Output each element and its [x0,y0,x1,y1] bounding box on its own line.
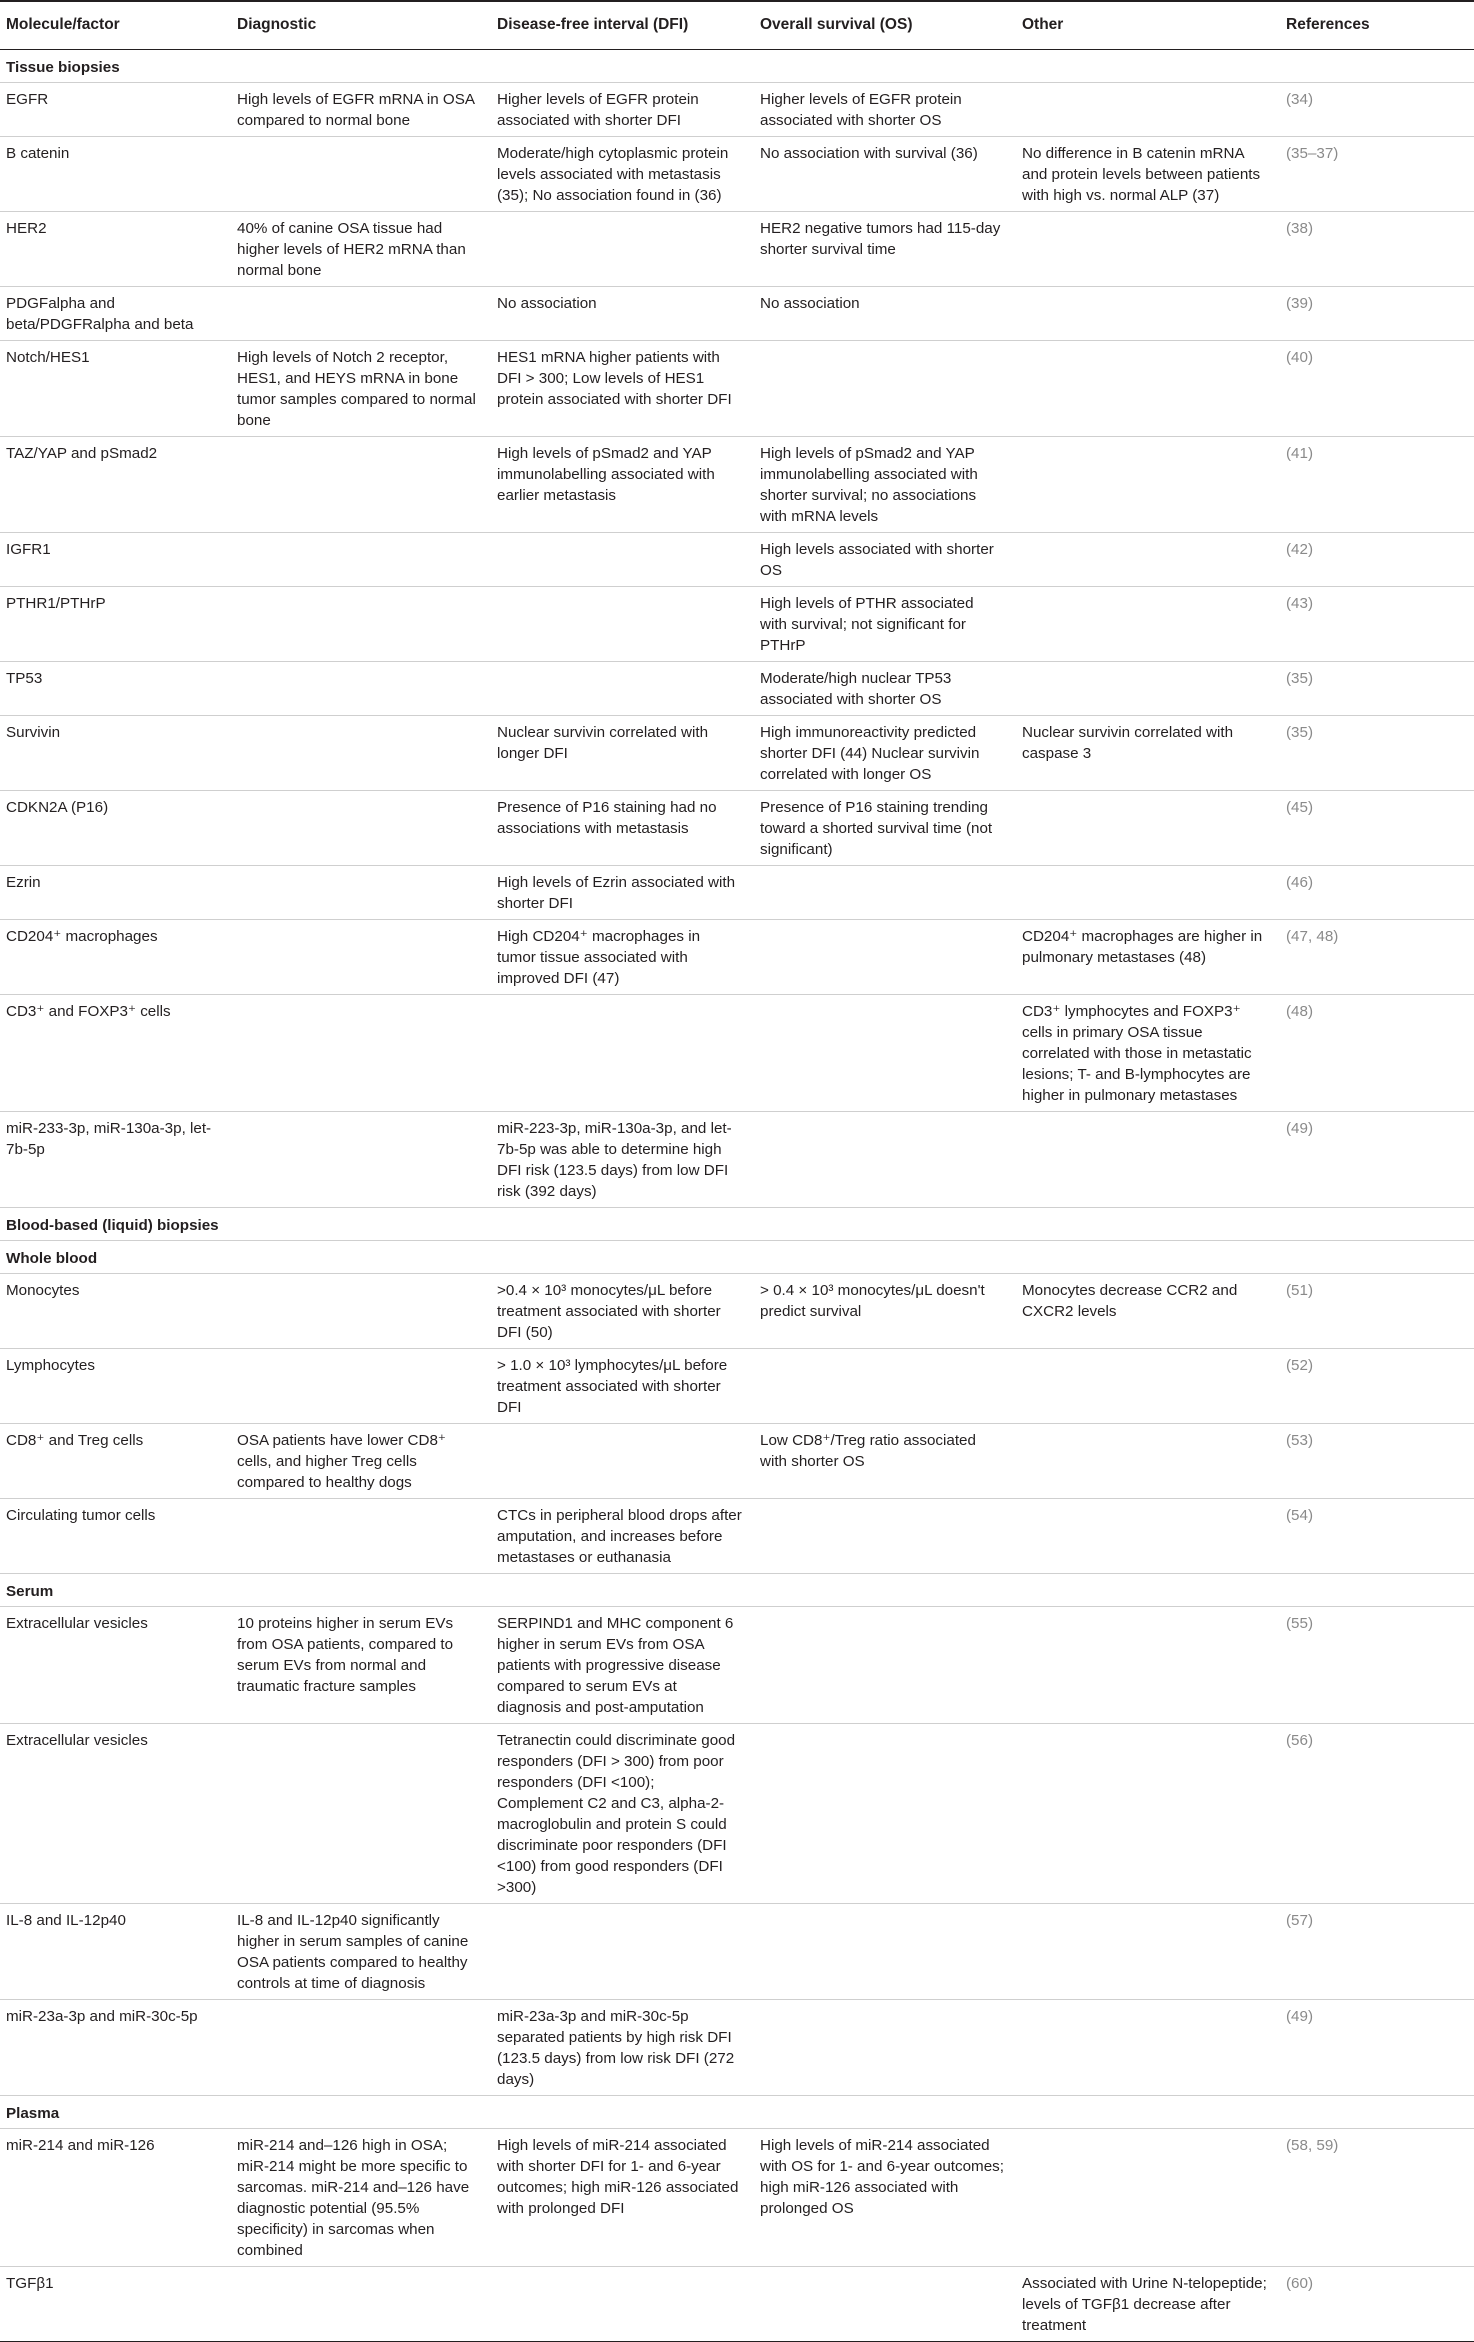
cell-os: Presence of P16 staining trending toward a shorted survival time (not significant) [754,791,1016,866]
cell-molecule: CD3⁺ and FOXP3⁺ cells [0,995,231,1112]
cell-dfi [491,212,754,287]
table-row [0,866,1474,920]
cell-other: Monocytes decrease CCR2 and CXCR2 levels [1016,1274,1280,1349]
section-row [0,1208,1474,1241]
cell-os: > 0.4 × 10³ monocytes/μL doesn't predict survival [754,1274,1016,1349]
table-row [0,716,1474,791]
cell-os: High levels of pSmad2 and YAP immunolabelling associated with shorter survival; no associations with mRNA levels [754,437,1016,533]
cell-dfi: High CD204⁺ macrophages in tumor tissue associated with improved DFI (47) [491,920,754,995]
cell-os [754,1904,1016,2000]
cell-molecule: Extracellular vesicles [0,1724,231,1904]
cell-references: (41) [1280,437,1474,533]
cell-molecule: CDKN2A (P16) [0,791,231,866]
cell-references: (48) [1280,995,1474,1112]
table-row [0,1424,1474,1499]
cell-other [1016,341,1280,437]
cell-other [1016,1424,1280,1499]
column-header-diagnostic: Diagnostic [231,1,491,50]
table-row [0,533,1474,587]
cell-references: (51) [1280,1274,1474,1349]
cell-os: No association [754,287,1016,341]
cell-dfi: miR-23a-3p and miR-30c-5p separated patients by high risk DFI (123.5 days) from low risk DFI (272 days) [491,2000,754,2096]
cell-dfi: CTCs in peripheral blood drops after amputation, and increases before metastases or euthanasia [491,1499,754,1574]
table-row [0,587,1474,662]
cell-diagnostic [231,866,491,920]
cell-other [1016,2129,1280,2267]
cell-other [1016,791,1280,866]
cell-diagnostic [231,533,491,587]
cell-diagnostic: High levels of Notch 2 receptor, HES1, and HEYS mRNA in bone tumor samples compared to normal bone [231,341,491,437]
cell-diagnostic: 10 proteins higher in serum EVs from OSA patients, compared to serum EVs from normal and traumatic fracture samples [231,1607,491,1724]
cell-dfi [491,587,754,662]
table-row [0,920,1474,995]
cell-dfi [491,2267,754,2342]
cell-os: No association with survival (36) [754,137,1016,212]
cell-dfi: Moderate/high cytoplasmic protein levels associated with metastasis (35); No association found in (36) [491,137,754,212]
table-row [0,791,1474,866]
cell-dfi [491,1424,754,1499]
cell-molecule: CD204⁺ macrophages [0,920,231,995]
cell-references: (60) [1280,2267,1474,2342]
cell-other [1016,1904,1280,2000]
cell-references: (40) [1280,341,1474,437]
cell-os [754,1349,1016,1424]
cell-diagnostic [231,1499,491,1574]
cell-molecule: Notch/HES1 [0,341,231,437]
cell-os: High immunoreactivity predicted shorter DFI (44) Nuclear survivin correlated with longer OS [754,716,1016,791]
cell-references: (52) [1280,1349,1474,1424]
header-row [0,1,1474,50]
table-row [0,1499,1474,1574]
cell-other [1016,662,1280,716]
table-row [0,137,1474,212]
section-label: Blood-based (liquid) biopsies [0,1208,1474,1241]
cell-molecule: Ezrin [0,866,231,920]
cell-dfi [491,1904,754,2000]
cell-references: (58, 59) [1280,2129,1474,2267]
cell-references: (56) [1280,1724,1474,1904]
cell-references: (53) [1280,1424,1474,1499]
cell-molecule: PTHR1/PTHrP [0,587,231,662]
cell-os: High levels of miR-214 associated with OS for 1- and 6-year outcomes; high miR-126 associated with prolonged OS [754,2129,1016,2267]
cell-molecule: miR-23a-3p and miR-30c-5p [0,2000,231,2096]
cell-other [1016,533,1280,587]
cell-dfi: High levels of pSmad2 and YAP immunolabelling associated with earlier metastasis [491,437,754,533]
section-label: Plasma [0,2096,1474,2129]
cell-dfi [491,662,754,716]
cell-os: Moderate/high nuclear TP53 associated with shorter OS [754,662,1016,716]
cell-os [754,866,1016,920]
cell-os [754,1607,1016,1724]
section-row [0,1241,1474,1274]
cell-molecule: CD8⁺ and Treg cells [0,1424,231,1499]
cell-other [1016,866,1280,920]
table-row [0,83,1474,137]
cell-dfi: >0.4 × 10³ monocytes/μL before treatment associated with shorter DFI (50) [491,1274,754,1349]
cell-dfi [491,533,754,587]
cell-references: (43) [1280,587,1474,662]
section-label: Serum [0,1574,1474,1607]
cell-diagnostic [231,587,491,662]
cell-molecule: TAZ/YAP and pSmad2 [0,437,231,533]
cell-molecule: Extracellular vesicles [0,1607,231,1724]
cell-os [754,920,1016,995]
cell-diagnostic: OSA patients have lower CD8⁺ cells, and higher Treg cells compared to healthy dogs [231,1424,491,1499]
cell-diagnostic [231,1274,491,1349]
table-row [0,1112,1474,1208]
table-row [0,1274,1474,1349]
cell-dfi [491,995,754,1112]
table-row [0,2267,1474,2342]
cell-os [754,2000,1016,2096]
table-row [0,437,1474,533]
cell-diagnostic [231,2267,491,2342]
cell-os [754,341,1016,437]
cell-os: High levels associated with shorter OS [754,533,1016,587]
section-row [0,2096,1474,2129]
column-header-other: Other [1016,1,1280,50]
table-row [0,1904,1474,2000]
cell-diagnostic: IL-8 and IL-12p40 significantly higher in serum samples of canine OSA patients compared to healthy controls at time of diagnosis [231,1904,491,2000]
column-header-references: References [1280,1,1474,50]
cell-molecule: PDGFalpha and beta/PDGFRalpha and beta [0,287,231,341]
cell-other [1016,1112,1280,1208]
cell-molecule: miR-233-3p, miR-130a-3p, let-7b-5p [0,1112,231,1208]
cell-references: (38) [1280,212,1474,287]
column-header-dfi: Disease-free interval (DFI) [491,1,754,50]
cell-dfi: Presence of P16 staining had no associations with metastasis [491,791,754,866]
cell-references: (47, 48) [1280,920,1474,995]
cell-other [1016,287,1280,341]
section-row [0,50,1474,83]
cell-diagnostic [231,1112,491,1208]
cell-references: (35–37) [1280,137,1474,212]
cell-diagnostic [231,662,491,716]
cell-references: (57) [1280,1904,1474,2000]
cell-os [754,995,1016,1112]
cell-other [1016,1499,1280,1574]
cell-other [1016,1349,1280,1424]
cell-diagnostic [231,1724,491,1904]
cell-references: (49) [1280,1112,1474,1208]
cell-other: CD204⁺ macrophages are higher in pulmonary metastases (48) [1016,920,1280,995]
table-row [0,1607,1474,1724]
cell-diagnostic: miR-214 and–126 high in OSA; miR-214 might be more specific to sarcomas. miR-214 and–126 have diagnostic potential (95.5% specificity) in sarcomas when combined [231,2129,491,2267]
cell-diagnostic: High levels of EGFR mRNA in OSA compared to normal bone [231,83,491,137]
cell-molecule: TP53 [0,662,231,716]
cell-dfi: No association [491,287,754,341]
cell-dfi: miR-223-3p, miR-130a-3p, and let-7b-5p was able to determine high DFI risk (123.5 days) from low DFI risk (392 days) [491,1112,754,1208]
section-label: Tissue biopsies [0,50,1474,83]
cell-molecule: Survivin [0,716,231,791]
cell-other: CD3⁺ lymphocytes and FOXP3⁺ cells in primary OSA tissue correlated with those in metastatic lesions; T- and B-lymphocytes are higher in pulmonary metastases [1016,995,1280,1112]
cell-references: (45) [1280,791,1474,866]
cell-dfi: SERPIND1 and MHC component 6 higher in serum EVs from OSA patients with progressive disease compared to serum EVs at diagnosis and post-amputation [491,1607,754,1724]
section-label: Whole blood [0,1241,1474,1274]
cell-diagnostic [231,287,491,341]
cell-molecule: IL-8 and IL-12p40 [0,1904,231,2000]
cell-os: Low CD8⁺/Treg ratio associated with shorter OS [754,1424,1016,1499]
cell-other [1016,587,1280,662]
table-row [0,212,1474,287]
column-header-molecule: Molecule/factor [0,1,231,50]
table-row [0,341,1474,437]
section-row [0,1574,1474,1607]
cell-references: (49) [1280,2000,1474,2096]
cell-references: (46) [1280,866,1474,920]
cell-diagnostic: 40% of canine OSA tissue had higher levels of HER2 mRNA than normal bone [231,212,491,287]
cell-dfi: > 1.0 × 10³ lymphocytes/μL before treatment associated with shorter DFI [491,1349,754,1424]
table-body [0,50,1474,2342]
cell-dfi: High levels of miR-214 associated with shorter DFI for 1- and 6-year outcomes; high miR-126 associated with prolonged DFI [491,2129,754,2267]
cell-diagnostic [231,995,491,1112]
cell-references: (34) [1280,83,1474,137]
cell-molecule: Monocytes [0,1274,231,1349]
cell-other [1016,212,1280,287]
cell-other [1016,83,1280,137]
column-header-os: Overall survival (OS) [754,1,1016,50]
table-row [0,1349,1474,1424]
table-row [0,2000,1474,2096]
cell-molecule: miR-214 and miR-126 [0,2129,231,2267]
cell-os: High levels of PTHR associated with survival; not significant for PTHrP [754,587,1016,662]
cell-os [754,2267,1016,2342]
cell-other: Associated with Urine N-telopeptide; levels of TGFβ1 decrease after treatment [1016,2267,1280,2342]
cell-dfi: Tetranectin could discriminate good responders (DFI > 300) from poor responders (DFI <100); Complement C2 and C3, alpha-2-macroglobulin and protein S could discriminate poor responders (DFI <100) from good responders (DFI >300) [491,1724,754,1904]
cell-molecule: Circulating tumor cells [0,1499,231,1574]
cell-references: (42) [1280,533,1474,587]
cell-references: (35) [1280,662,1474,716]
table-row [0,995,1474,1112]
cell-references: (54) [1280,1499,1474,1574]
cell-diagnostic [231,2000,491,2096]
cell-molecule: Lymphocytes [0,1349,231,1424]
cell-os [754,1499,1016,1574]
cell-dfi: Higher levels of EGFR protein associated with shorter DFI [491,83,754,137]
table-row [0,1724,1474,1904]
table-row [0,662,1474,716]
cell-molecule: EGFR [0,83,231,137]
table-header [0,1,1474,50]
cell-os [754,1112,1016,1208]
table-row [0,2129,1474,2267]
cell-references: (35) [1280,716,1474,791]
cell-other: No difference in B catenin mRNA and protein levels between patients with high vs. normal ALP (37) [1016,137,1280,212]
cell-os: HER2 negative tumors had 115-day shorter survival time [754,212,1016,287]
cell-other [1016,1724,1280,1904]
cell-os: Higher levels of EGFR protein associated with shorter OS [754,83,1016,137]
cell-os [754,1724,1016,1904]
cell-molecule: IGFR1 [0,533,231,587]
cell-references: (39) [1280,287,1474,341]
cell-diagnostic [231,437,491,533]
cell-molecule: B catenin [0,137,231,212]
cell-molecule: TGFβ1 [0,2267,231,2342]
cell-diagnostic [231,791,491,866]
cell-dfi: HES1 mRNA higher patients with DFI > 300; Low levels of HES1 protein associated with shorter DFI [491,341,754,437]
cell-other [1016,1607,1280,1724]
cell-other [1016,437,1280,533]
cell-references: (55) [1280,1607,1474,1724]
cell-dfi: High levels of Ezrin associated with shorter DFI [491,866,754,920]
cell-diagnostic [231,137,491,212]
cell-diagnostic [231,716,491,791]
table-row [0,287,1474,341]
cell-molecule: HER2 [0,212,231,287]
cell-diagnostic [231,1349,491,1424]
cell-other: Nuclear survivin correlated with caspase 3 [1016,716,1280,791]
cell-other [1016,2000,1280,2096]
cell-dfi: Nuclear survivin correlated with longer DFI [491,716,754,791]
cell-diagnostic [231,920,491,995]
